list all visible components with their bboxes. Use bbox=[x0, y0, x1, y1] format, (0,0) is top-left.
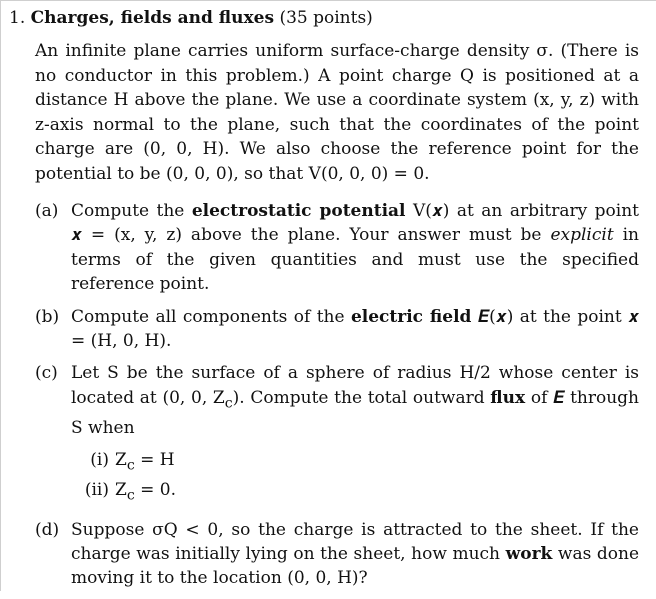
part-c-ii bbox=[81, 478, 639, 508]
problem-intro: An infinite plane carries uniform surface-charge density σ. (There is no conductor in this problem.) A point charge Q is positioned at a distance H above the plane. We use a coordinate system (x, y, z) with z-axis normal to the plane, such that the coordinates of the point charge are (0, 0, H). We also choose the reference point for the potential to be (0, 0, 0), so that V(0, 0, 0) = 0. bbox=[35, 41, 639, 184]
part-c-i bbox=[81, 448, 639, 478]
part-c-ii-post: = 0. bbox=[134, 479, 177, 500]
part-d-text-1: Suppose σQ < 0, so the charge is attracted to the sheet. If the charge was initially lying on the sheet, how much bbox=[71, 519, 639, 565]
part-c-sub: c bbox=[224, 395, 233, 412]
part-c-text-3: of 𝑬 through S when bbox=[71, 387, 640, 438]
part-a-emph: explicit bbox=[550, 225, 614, 246]
part-c-ii-sub: c bbox=[126, 487, 135, 504]
part-c-i-sub: c bbox=[126, 457, 135, 474]
part-c bbox=[35, 361, 639, 507]
part-b-text-2: 𝑬(𝒙) at the point 𝒙 = (H, 0, H). bbox=[71, 306, 640, 352]
part-d bbox=[35, 518, 639, 591]
part-a-text-1: Compute the bbox=[71, 201, 185, 221]
part-c-ii-pre: Z bbox=[115, 479, 127, 500]
problem-points: (35 points) bbox=[279, 8, 373, 28]
part-a bbox=[35, 199, 639, 297]
part-d-label: (d) bbox=[35, 519, 60, 540]
part-a-label: (a) bbox=[35, 201, 59, 221]
problem-heading bbox=[9, 7, 373, 29]
part-a-bold: electrostatic potential bbox=[191, 201, 406, 221]
part-c-text-2: ). Compute the total outward bbox=[232, 387, 485, 408]
part-b bbox=[35, 305, 639, 354]
part-a-text-2: V(𝒙) at an arbitrary point 𝒙 = (x, y, z) above the plane. Your answer must be bbox=[71, 201, 639, 246]
part-c-subparts bbox=[81, 448, 639, 508]
part-c-i-label: (i) bbox=[90, 450, 109, 471]
part-b-label: (b) bbox=[35, 306, 60, 327]
part-c-i-post: = H bbox=[134, 450, 175, 471]
problem-parts bbox=[35, 199, 639, 599]
part-c-bold: flux bbox=[490, 387, 526, 408]
part-b-text-1: Compute all components of the bbox=[71, 306, 345, 327]
problem-number: 1. bbox=[9, 8, 26, 28]
part-d-bold: work bbox=[505, 544, 553, 565]
part-c-text-1: Let S be the surface of a sphere of radius H/2 whose center is located at (0, 0, Z bbox=[71, 363, 639, 408]
part-a-text-3: in terms of the given quantities and must use the specified reference point. bbox=[71, 225, 640, 295]
part-c-ii-label: (ii) bbox=[84, 479, 109, 500]
part-c-label: (c) bbox=[35, 363, 58, 384]
part-b-bold: electric field bbox=[350, 306, 472, 327]
part-d-text-2: was done moving it to the location (0, 0, H)? bbox=[71, 544, 640, 589]
problem-title: Charges, fields and fluxes bbox=[30, 8, 275, 28]
part-c-i-pre: Z bbox=[115, 450, 127, 471]
